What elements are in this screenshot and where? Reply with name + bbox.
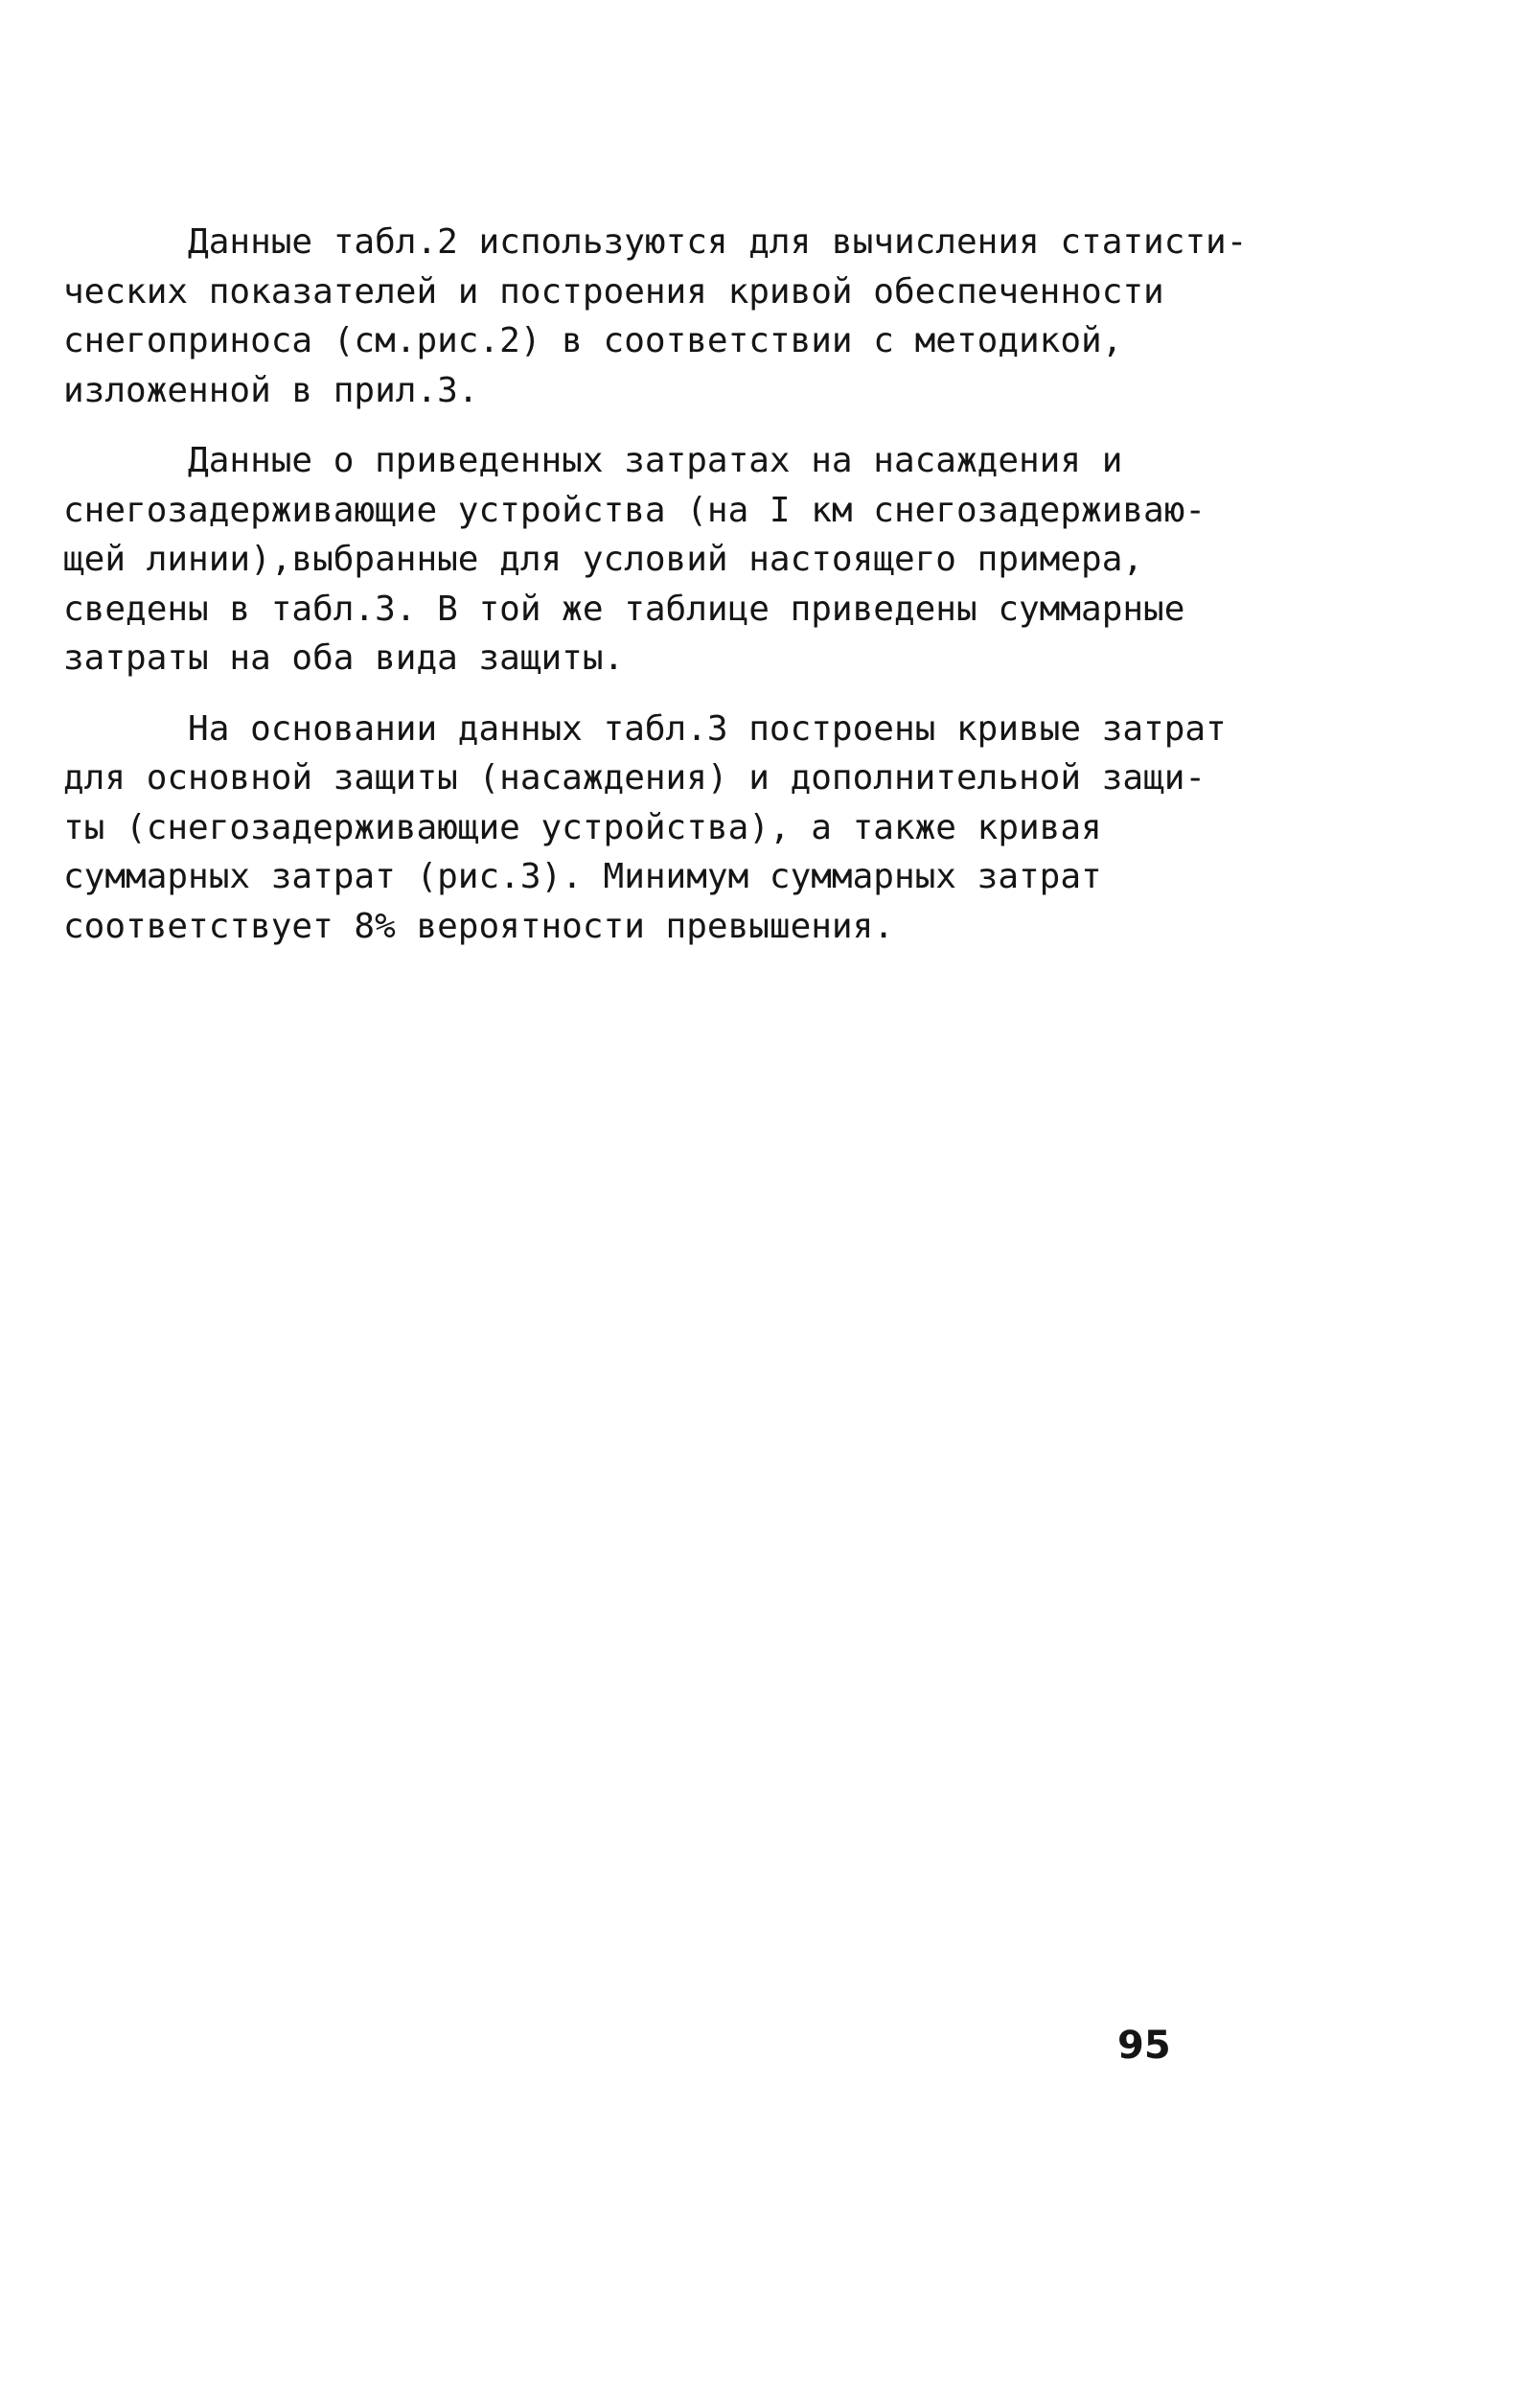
text-line: снегозадерживающие устройства (на I км снегозадерживаю- <box>63 490 1207 530</box>
text-line: щей линии),выбранные для условий настоящего примера, <box>63 540 1144 579</box>
text-line: На основании данных табл.3 построены кривые затрат <box>63 708 1227 749</box>
text-line: снегоприноса (см.рис.2) в соответствии с методикой, <box>63 321 1123 360</box>
paragraph-costs <box>63 436 1232 683</box>
paragraph-curves <box>63 705 1232 952</box>
text-line: ты (снегозадерживающие устройства), а также кривая <box>63 807 1102 847</box>
text-line: для основной защиты (насаждения) и дополнительной защи- <box>63 758 1207 798</box>
text-line: изложенной в прил.3. <box>63 370 479 410</box>
text-line: сведены в табл.3. В той же таблице приведены суммарные <box>63 589 1185 629</box>
paragraph-statistics <box>63 218 1248 415</box>
text-line: Данные о приведенных затратах на насаждения и <box>63 441 1123 480</box>
text-line: затраты на оба вида защиты. <box>63 638 625 678</box>
text-line: соответствует 8% вероятности превышения. <box>63 906 894 946</box>
body-text <box>63 218 1248 972</box>
text-line: Данные табл.2 используются для вычисления статисти- <box>63 222 1248 262</box>
text-line: ческих показателей и построения кривой обеспеченности <box>63 271 1164 312</box>
text-line: суммарных затрат (рис.3). Минимум суммарных затрат <box>63 857 1102 896</box>
page-number: 95 <box>1117 2024 1171 2068</box>
